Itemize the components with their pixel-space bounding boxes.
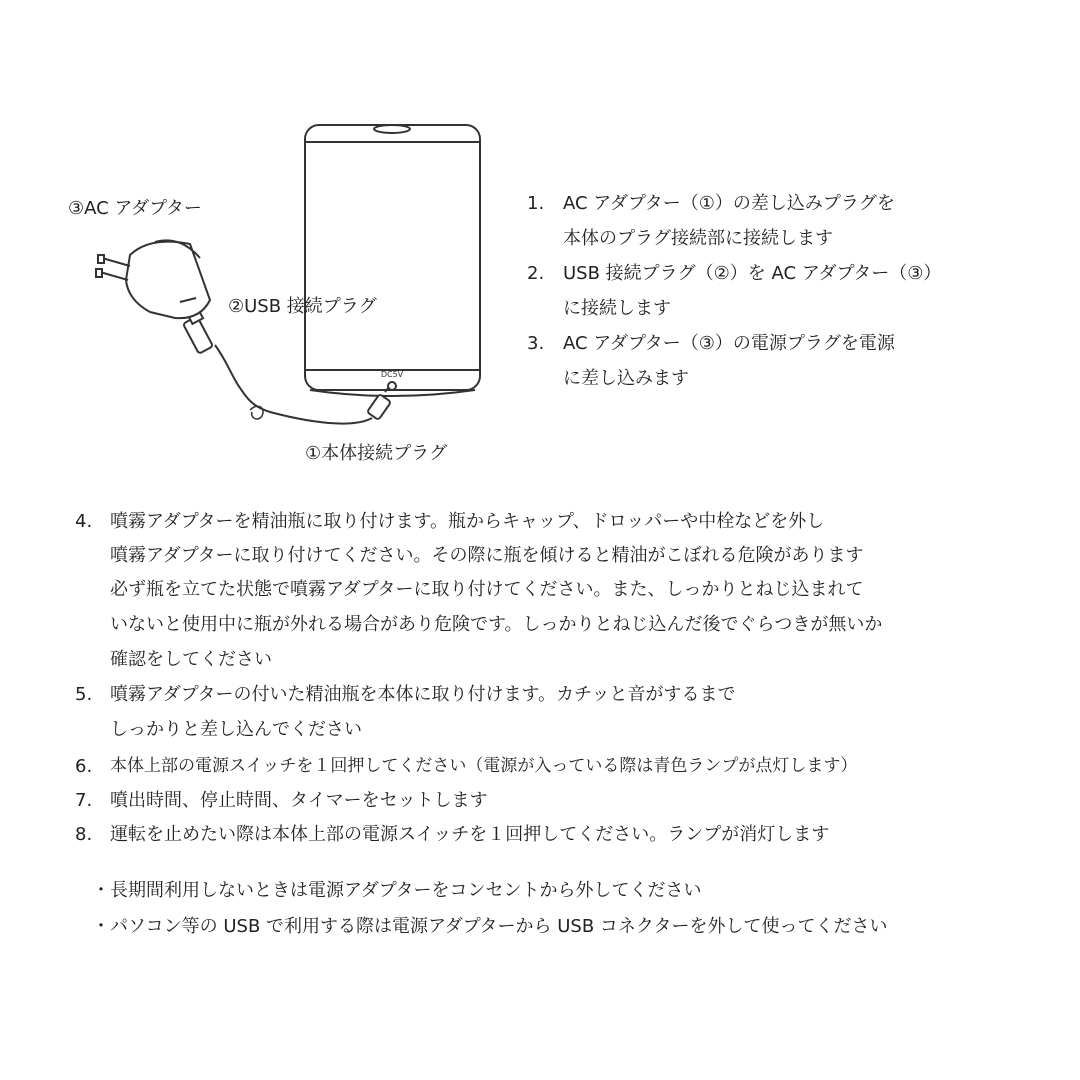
step-4-line-3: 必ず瓶を立てた状態で噴霧アダプターに取り付けてください。また、しっかりとねじ込まれて: [110, 579, 864, 600]
step-5-number: 5.: [75, 684, 93, 705]
diffuser-body-illustration: [305, 125, 480, 396]
step-3-line-2: に差し込みます: [563, 368, 689, 389]
step-6-number: 6.: [75, 756, 93, 777]
callout-usb-plug: ②USB 接続プラグ: [228, 296, 377, 317]
step-5-line-2: しっかりと差し込んでください: [110, 719, 362, 740]
step-8-number: 8.: [75, 824, 93, 845]
step-4-line-5: 確認をしてください: [110, 649, 272, 670]
step-3-number: 3.: [527, 333, 545, 354]
step-2-number: 2.: [527, 263, 545, 284]
step-2-line-2: に接続します: [563, 298, 671, 319]
note-1: ・長期間利用しないときは電源アダプターをコンセントから外してください: [92, 880, 702, 901]
note-2: ・パソコン等の USB で利用する際は電源アダプターから USB コネクターを外して使ってください: [92, 916, 888, 937]
step-4-number: 4.: [75, 511, 93, 532]
step-7-number: 7.: [75, 790, 93, 811]
setup-diagram: [0, 0, 1080, 480]
step-8-line-1: 運転を止めたい際は本体上部の電源スイッチを１回押してください。ランプが消灯します: [110, 824, 830, 845]
device-label: DC5V: [380, 370, 404, 379]
step-4-line-2: 噴霧アダプターに取り付けてください。その際に瓶を傾けると精油がこぼれる危険があります: [110, 545, 864, 566]
step-4-line-4: いないと使用中に瓶が外れる場合があり危険です。しっかりとねじ込んだ後でぐらつきが無いか: [110, 614, 883, 635]
step-1-line-2: 本体のプラグ接続部に接続します: [563, 228, 833, 249]
ac-adapter-illustration: [96, 240, 210, 318]
step-1-number: 1.: [527, 193, 545, 214]
step-2-line-1: USB 接続プラグ（②）を AC アダプター（③）: [563, 263, 942, 284]
step-5-line-1: 噴霧アダプターの付いた精油瓶を本体に取り付けます。カチッと音がするまで: [110, 684, 736, 705]
step-7-line-1: 噴出時間、停止時間、タイマーをセットします: [110, 790, 488, 811]
step-3-line-1: AC アダプター（③）の電源プラグを電源: [563, 333, 895, 354]
callout-body-plug: ①本体接続プラグ: [305, 443, 448, 464]
step-1-line-1: AC アダプター（①）の差し込みプラグを: [563, 193, 895, 214]
callout-ac-adapter: ③AC アダプター: [68, 198, 202, 219]
body-plug-illustration: [367, 387, 391, 420]
step-4-line-1: 噴霧アダプターを精油瓶に取り付けます。瓶からキャップ、ドロッパーや中栓などを外し: [110, 511, 825, 532]
step-6-line-1: 本体上部の電源スイッチを１回押してください（電源が入っている際は青色ランプが点灯します）: [110, 756, 858, 776]
